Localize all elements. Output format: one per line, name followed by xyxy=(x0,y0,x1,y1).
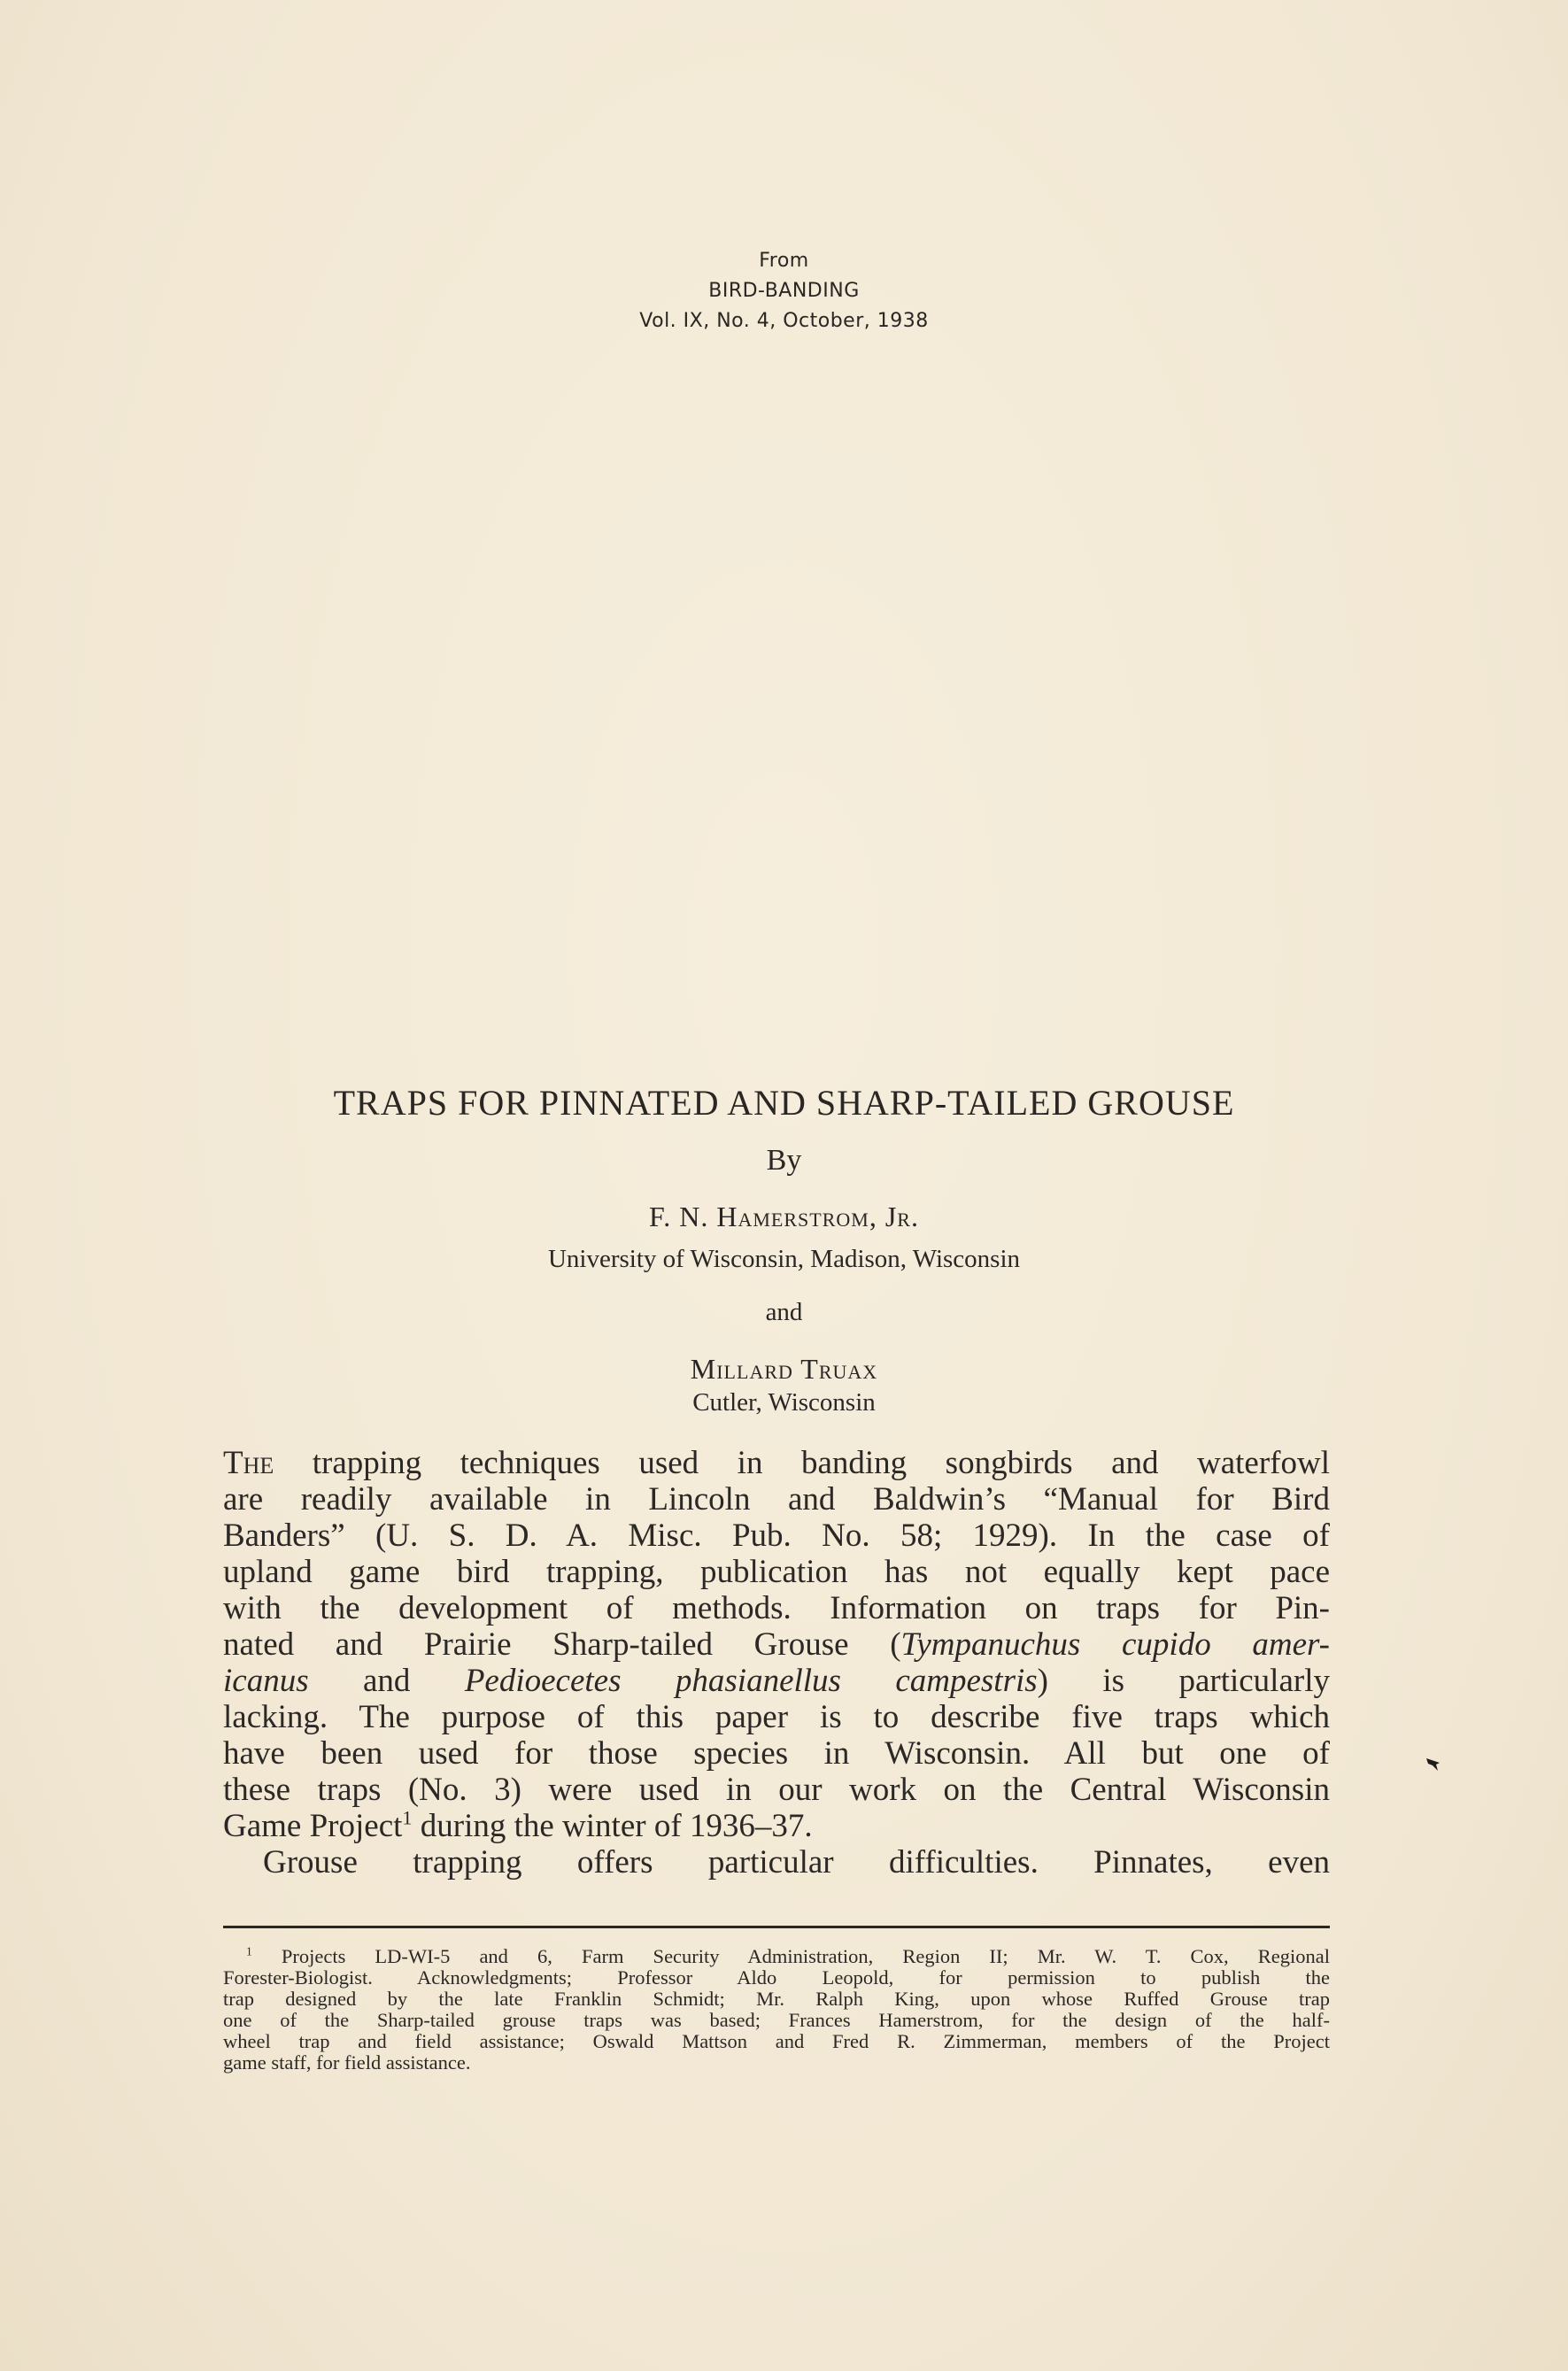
author-1-affiliation: University of Wisconsin, Madison, Wisconsin xyxy=(547,1245,1021,1273)
body-line: Banders” (U. S. D. A. Misc. Pub. No. 58; 1929). In the case of xyxy=(223,1518,1330,1554)
body-text xyxy=(223,1445,1330,1881)
footnote-text-run: Projects LD-WI-5 and 6, Farm Security Administration, Region II; Mr. W. T. Cox, Regional xyxy=(251,1945,1330,1967)
header-from: From xyxy=(759,250,809,272)
footnote-line: one of the Sharp-tailed grouse traps was based; Frances Hamerstrom, for the design of the half- xyxy=(223,2009,1330,2031)
footnote-marker: 1 xyxy=(402,1806,413,1829)
species-name: Pedioecetes phasianellus campestris xyxy=(464,1663,1038,1699)
byline-by: By xyxy=(766,1144,802,1177)
footnote-number: 1 xyxy=(246,1944,252,1958)
author-2-affiliation: Cutler, Wisconsin xyxy=(692,1388,876,1417)
body-line xyxy=(223,1808,1330,1844)
footnote-line: wheel trap and field assistance; Oswald Mattson and Fred R. Zimmerman, members of the Project xyxy=(223,2030,1330,2052)
body-text-run: ) is particularly xyxy=(1037,1663,1330,1699)
body-text-run: and xyxy=(308,1663,465,1699)
body-line: lacking. The purpose of this paper is to describe five traps which xyxy=(223,1699,1330,1735)
byline-and: and xyxy=(765,1298,803,1326)
body-text-run: Game Project xyxy=(223,1808,403,1844)
article-title: TRAPS FOR PINNATED AND SHARP-TAILED GROUSE xyxy=(333,1083,1235,1123)
body-line xyxy=(223,1663,1330,1699)
header-volume: Vol. IX, No. 4, October, 1938 xyxy=(639,310,929,332)
author-1: F. N. Hamerstrom, Jr. xyxy=(649,1201,919,1232)
footnote xyxy=(223,1946,1330,2074)
footnote-line: Forester-Biologist. Acknowledgments; Professor Aldo Leopold, for permission to publish the xyxy=(223,1966,1330,1989)
body-line: are readily available in Lincoln and Baldwin’s “Manual for Bird xyxy=(223,1481,1330,1518)
footnote-line: game staff, for field assistance. xyxy=(223,2051,471,2074)
body-text-run: nated and Prairie Sharp-tailed Grouse ( xyxy=(223,1626,901,1663)
author-2: Millard Truax xyxy=(690,1353,878,1385)
header-journal-name: BIRD-BANDING xyxy=(708,280,860,302)
body-line xyxy=(223,1626,1330,1663)
species-name: Tympanuchus cupido amer- xyxy=(900,1626,1330,1663)
dropcap-word: The xyxy=(223,1445,274,1481)
footnote-line: trap designed by the late Franklin Schmidt; Mr. Ralph King, upon whose Ruffed Grouse trap xyxy=(223,1988,1330,2010)
footnote-line xyxy=(223,1946,1330,1967)
ink-speck-mark xyxy=(1425,1756,1442,1773)
body-line: have been used for those species in Wisconsin. All but one of xyxy=(223,1735,1330,1772)
species-name: icanus xyxy=(223,1663,309,1699)
body-line: these traps (No. 3) were used in our work on the Central Wisconsin xyxy=(223,1772,1330,1808)
footnote-rule xyxy=(223,1926,1330,1928)
body-text-run: trapping techniques used in banding songbirds and waterfowl xyxy=(274,1445,1330,1481)
body-line: Grouse trapping offers particular difficulties. Pinnates, even xyxy=(263,1844,1330,1881)
journal-header xyxy=(0,246,1568,336)
body-line: with the development of methods. Information on traps for Pin- xyxy=(223,1590,1330,1626)
body-line: upland game bird trapping, publication has not equally kept pace xyxy=(223,1554,1330,1590)
body-line xyxy=(223,1445,1330,1481)
body-text-run: during the winter of 1936–37. xyxy=(412,1808,813,1844)
